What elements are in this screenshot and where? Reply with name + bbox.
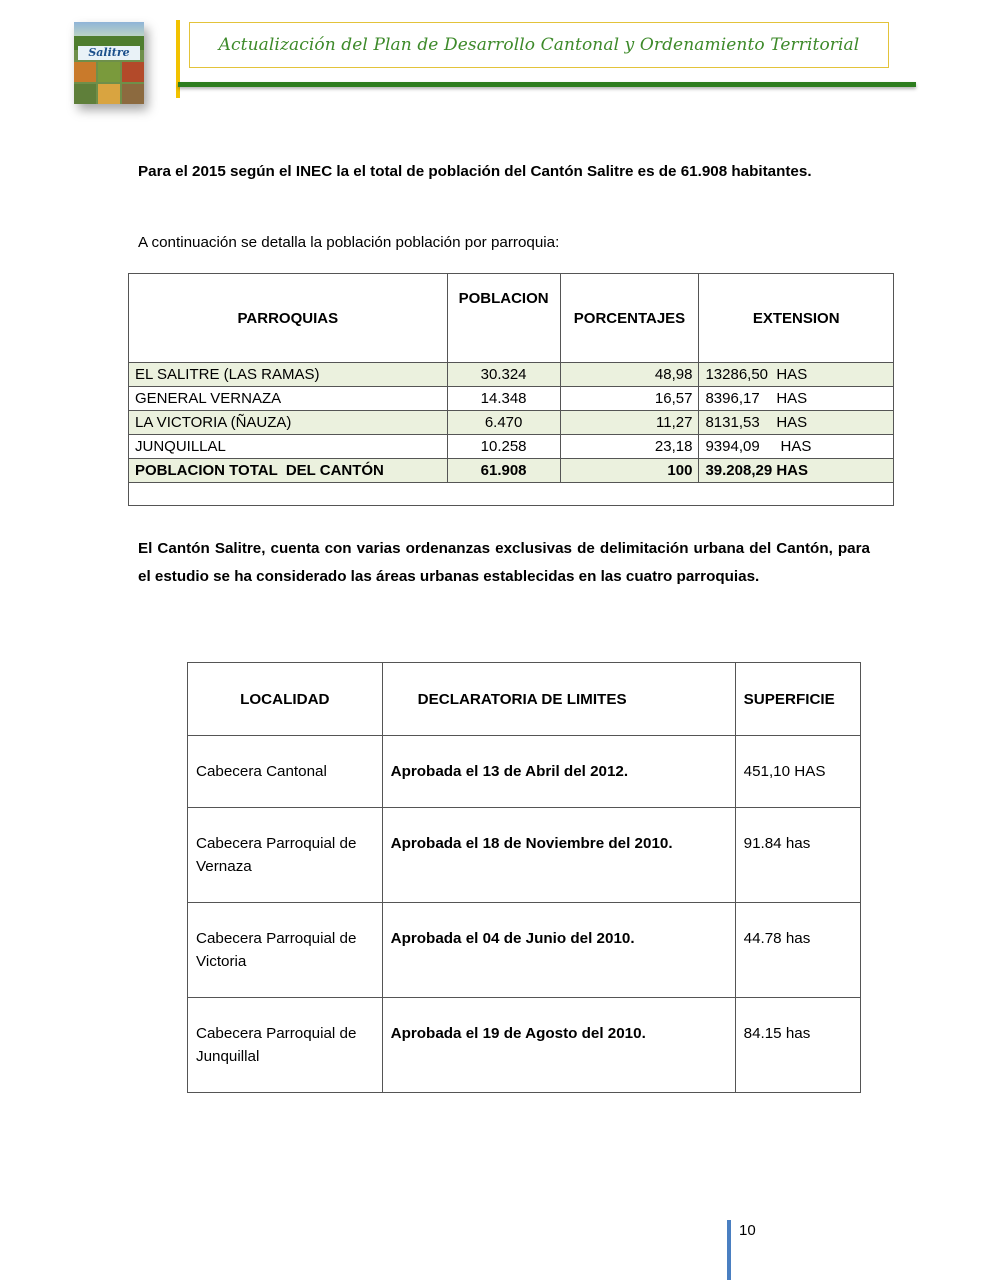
cell-poblacion: 10.258: [447, 435, 560, 459]
population-table: [128, 273, 894, 506]
cell-extension: 13286,50 HAS: [699, 363, 894, 387]
salitre-logo: [74, 22, 144, 104]
header-localidad: LOCALIDAD: [188, 663, 383, 736]
table-empty-row: [129, 483, 894, 506]
cell-declaratoria: Aprobada el 18 de Noviembre del 2010.: [382, 808, 735, 903]
detail-paragraph: A continuación se detalla la población población por parroquia:: [138, 234, 560, 251]
cell-localidad: Cabecera Parroquial de Vernaza: [188, 808, 383, 903]
table-row: [188, 736, 861, 808]
table-header-row: [188, 663, 861, 736]
table-total-row: [129, 459, 894, 483]
cell-localidad: Cabecera Parroquial de Victoria: [188, 903, 383, 998]
table-row: [129, 411, 894, 435]
cell-total-porcentaje: 100: [560, 459, 699, 483]
cell-total-poblacion: 61.908: [447, 459, 560, 483]
cell-total-label: POBLACION TOTAL DEL CANTÓN: [129, 459, 448, 483]
cell-parroquia: GENERAL VERNAZA: [129, 387, 448, 411]
cell-porcentaje: 23,18: [560, 435, 699, 459]
cell-poblacion: 14.348: [447, 387, 560, 411]
header-extension: EXTENSION: [699, 274, 894, 363]
logo-text: Salitre: [78, 46, 140, 60]
cell-declaratoria: Aprobada el 19 de Agosto del 2010.: [382, 998, 735, 1093]
header-superficie: SUPERFICIE: [735, 663, 860, 736]
table-row: [129, 363, 894, 387]
cell-localidad: Cabecera Parroquial de Junquillal: [188, 998, 383, 1093]
cell-extension: 9394,09 HAS: [699, 435, 894, 459]
header-declaratoria: DECLARATORIA DE LIMITES: [382, 663, 735, 736]
cell-declaratoria: Aprobada el 13 de Abril del 2012.: [382, 736, 735, 808]
cell-porcentaje: 48,98: [560, 363, 699, 387]
cell-extension: 8131,53 HAS: [699, 411, 894, 435]
cell-poblacion: 30.324: [447, 363, 560, 387]
header-parroquias: PARROQUIAS: [129, 274, 448, 363]
table-row: [129, 435, 894, 459]
cell-parroquia: EL SALITRE (LAS RAMAS): [129, 363, 448, 387]
intro-paragraph: Para el 2015 según el INEC la el total de población del Cantón Salitre es de 61.908 habitantes.: [138, 163, 812, 180]
header-title-box: [189, 22, 889, 68]
cell-porcentaje: 11,27: [560, 411, 699, 435]
cell-poblacion: 6.470: [447, 411, 560, 435]
ordenanzas-paragraph: El Cantón Salitre, cuenta con varias ordenanzas exclusivas de delimitación urbana del Cantón, para el estudio se ha considerado las áreas urbanas establecidas en las cuatro parroquias.: [138, 540, 870, 585]
cell-porcentaje: 16,57: [560, 387, 699, 411]
localidad-table: [187, 662, 861, 1093]
cell-superficie: 91.84 has: [735, 808, 860, 903]
header-rule: [178, 82, 916, 87]
page-number-bar: [727, 1220, 731, 1280]
cell-extension: 8396,17 HAS: [699, 387, 894, 411]
cell-superficie: 44.78 has: [735, 903, 860, 998]
table-header-row: [129, 274, 894, 363]
table-row: [188, 808, 861, 903]
cell-declaratoria: Aprobada el 04 de Junio del 2010.: [382, 903, 735, 998]
cell-superficie: 84.15 has: [735, 998, 860, 1093]
header-porcentajes: PORCENTAJES: [560, 274, 699, 363]
header-poblacion: POBLACION: [447, 274, 560, 363]
cell-superficie: 451,10 HAS: [735, 736, 860, 808]
cell-total-extension: 39.208,29 HAS: [699, 459, 894, 483]
table-row: [129, 387, 894, 411]
table-row: [188, 903, 861, 998]
cell-localidad: Cabecera Cantonal: [188, 736, 383, 808]
document-title: Actualización del Plan de Desarrollo Cantonal y Ordenamiento Territorial: [218, 35, 860, 55]
cell-parroquia: LA VICTORIA (ÑAUZA): [129, 411, 448, 435]
page-number: 10: [739, 1222, 756, 1239]
table-row: [188, 998, 861, 1093]
cell-parroquia: JUNQUILLAL: [129, 435, 448, 459]
